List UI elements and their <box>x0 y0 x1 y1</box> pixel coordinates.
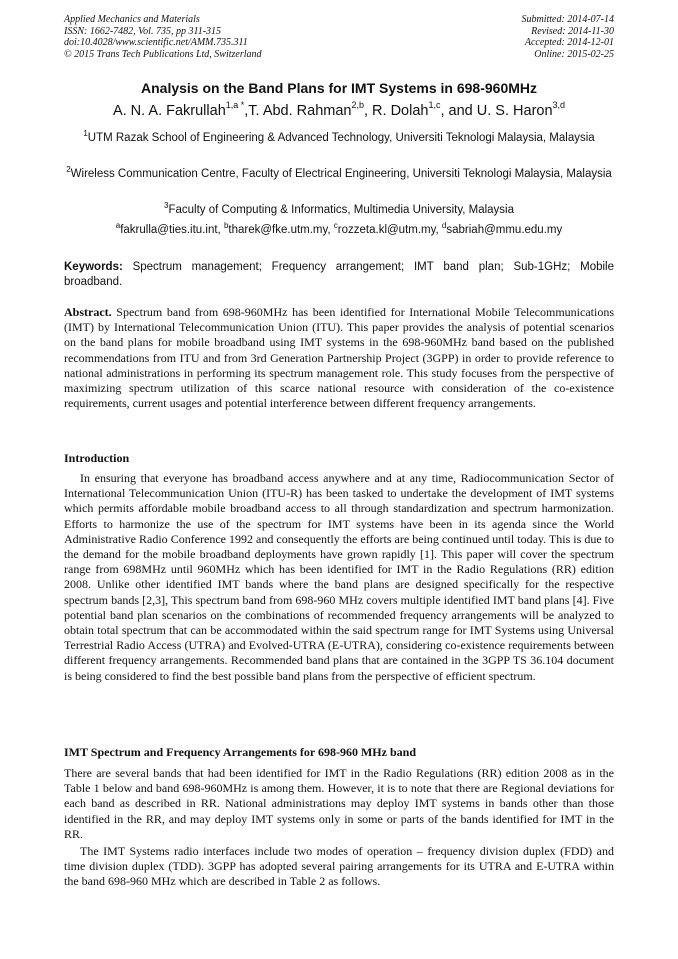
email-mark: c <box>333 221 338 230</box>
abstract-label: Abstract. <box>64 305 112 319</box>
affiliation-1 <box>64 131 614 146</box>
email-mark: b <box>223 221 229 230</box>
abstract <box>64 305 614 411</box>
author-affiliation-mark: 2,b <box>351 100 364 110</box>
submission-dates <box>522 14 615 60</box>
keywords-text: Spectrum management; Frequency arrangement; IMT band plan; Sub-1GHz; Mobile broadband. <box>64 261 614 288</box>
author-name: , and U. S. Haron <box>440 103 553 119</box>
email-address: fakrulla@ties.itu.int, <box>120 224 224 236</box>
journal-name: Applied Mechanics and Materials <box>64 14 200 25</box>
email-mark: a <box>115 221 121 230</box>
imt-paragraph-1: There are several bands that had been identified for IMT in the Radio Regulations (RR) edition 2008 as in the Table 1 below and band 698-960MHz is among them. However, it is to note that there are Regional deviations for each band as described in RR. National administrations may deploy IMT systems in bands other than those identified in the RR, and may deploy IMT systems only in some or parts of the bands identified for IMT in the RR. <box>64 766 614 841</box>
journal-issn: ISSN: 1662-7482, Vol. 735, pp 311-315 <box>64 25 222 37</box>
author-affiliation-mark: 1,c <box>428 100 441 110</box>
email-address: rozzeta.kl@utm.my, <box>337 224 442 236</box>
journal-doi: doi:10.4028/www.scientific.net/AMM.735.311 <box>64 37 248 48</box>
author-emails <box>64 223 614 238</box>
section-heading-introduction: Introduction <box>64 451 130 465</box>
affiliation-text: Faculty of Computing & Informatics, Multimedia University, Malaysia <box>168 204 514 216</box>
affiliation-text: Wireless Communication Centre, Faculty of Electrical Engineering, Universiti Teknologi Malaysia, Malaysia <box>70 168 612 180</box>
author-name: , R. Dolah <box>364 103 429 119</box>
affiliation-2 <box>64 167 614 182</box>
date-accepted: Accepted: 2014-12-01 <box>524 37 614 48</box>
author-name: A. N. A. Fakrullah <box>112 103 226 119</box>
author-affiliation-mark: 1,a * <box>225 100 245 110</box>
keywords-label: Keywords: <box>64 261 123 273</box>
date-online: Online: 2015-02-25 <box>534 48 614 60</box>
affiliation-mark: 2 <box>66 165 71 174</box>
journal-copyright: © 2015 Trans Tech Publications Ltd, Switzerland <box>64 48 262 60</box>
keywords <box>64 260 614 290</box>
author-list <box>54 100 624 119</box>
affiliation-mark: 1 <box>83 129 88 138</box>
date-submitted: Submitted: 2014-07-14 <box>521 14 614 25</box>
paper-title: Analysis on the Band Plans for IMT Systems in 698-960MHz <box>141 80 537 96</box>
journal-info <box>64 14 262 60</box>
section-heading-imt-spectrum: IMT Spectrum and Frequency Arrangements for 698-960 MHz band <box>64 745 416 759</box>
abstract-text: Spectrum band from 698-960MHz has been identified for International Mobile Telecommunications (IMT) by International Telecommunication Union (ITU). This paper provides the analysis of potential scenarios on the band plans for mobile broadband using IMT systems in the 698-960MHz band based on the published recommendations from ITU and from 3rd Generation Partnership Project (3GPP) in order to provide reference to national administrations in performing its spectrum management role. This study focuses from the perspective of maximizing spectrum utilization of this scarce national resource with consideration of the co-existence requirements, current usages and potential interference between different frequency arrangements. <box>64 305 614 411</box>
email-address: sabriah@mmu.edu.my <box>446 224 563 236</box>
email-address: tharek@fke.utm.my, <box>228 224 334 236</box>
affiliation-mark: 3 <box>164 201 169 210</box>
affiliation-text: UTM Razak School of Engineering & Advanced Technology, Universiti Teknologi Malaysia, Malaysia <box>87 132 595 144</box>
date-revised: Revised: 2014-11-30 <box>531 25 614 37</box>
introduction-paragraph: In ensuring that everyone has broadband access anywhere and at any time, Radiocommunication Sector of International Telecommunication Union (ITU-R) has been tasked to undertake the development of IMT systems which permits affordable mobile broadband access to all through standardization and spectrum harmonization. Efforts to harmonize the use of the spectrum for IMT systems have been in its agenda since the World Administrative Radio Conference 1992 and consequently the efforts are being continued until today. This is due to the demand for the mobile broadband deployments have grown rapidly [1]. This paper will cover the spectrum range from 698MHz until 960MHz which has been identified for IMT in the Radio Regulations (RR) edition 2008. Unlike other identified IMT bands where the band plans are designed specifically for the respective spectrum bands [2,3], This spectrum band from 698-960 MHz covers multiple identified IMT band plans [4]. Five potential band plan scenarios on the combinations of recommended frequency arrangements will be analyzed to obtain total spectrum that can be accommodated within the said spectrum range for IMT Systems using Universal Terrestrial Radio Access (UTRA) and Evolved-UTRA (E-UTRA), considering co-existence requirements between different frequency arrangements. Recommended band plans that are contained in the 3GPP TS 36.104 document is being considered to find the best possible band plans from the perspective of efficient spectrum. <box>64 471 614 683</box>
author-name: ,T. Abd. Rahman <box>244 103 352 119</box>
affiliation-3 <box>64 203 614 218</box>
author-affiliation-mark: 3,d <box>552 100 566 110</box>
imt-paragraph-2: The IMT Systems radio interfaces include two modes of operation – frequency division duplex (FDD) and time division duplex (TDD). 3GPP has adopted several pairing arrangements for its UTRA and E-UTRA within the band 698-960 MHz which are described in Table 2 as follows. <box>64 844 614 889</box>
email-mark: d <box>441 221 447 230</box>
